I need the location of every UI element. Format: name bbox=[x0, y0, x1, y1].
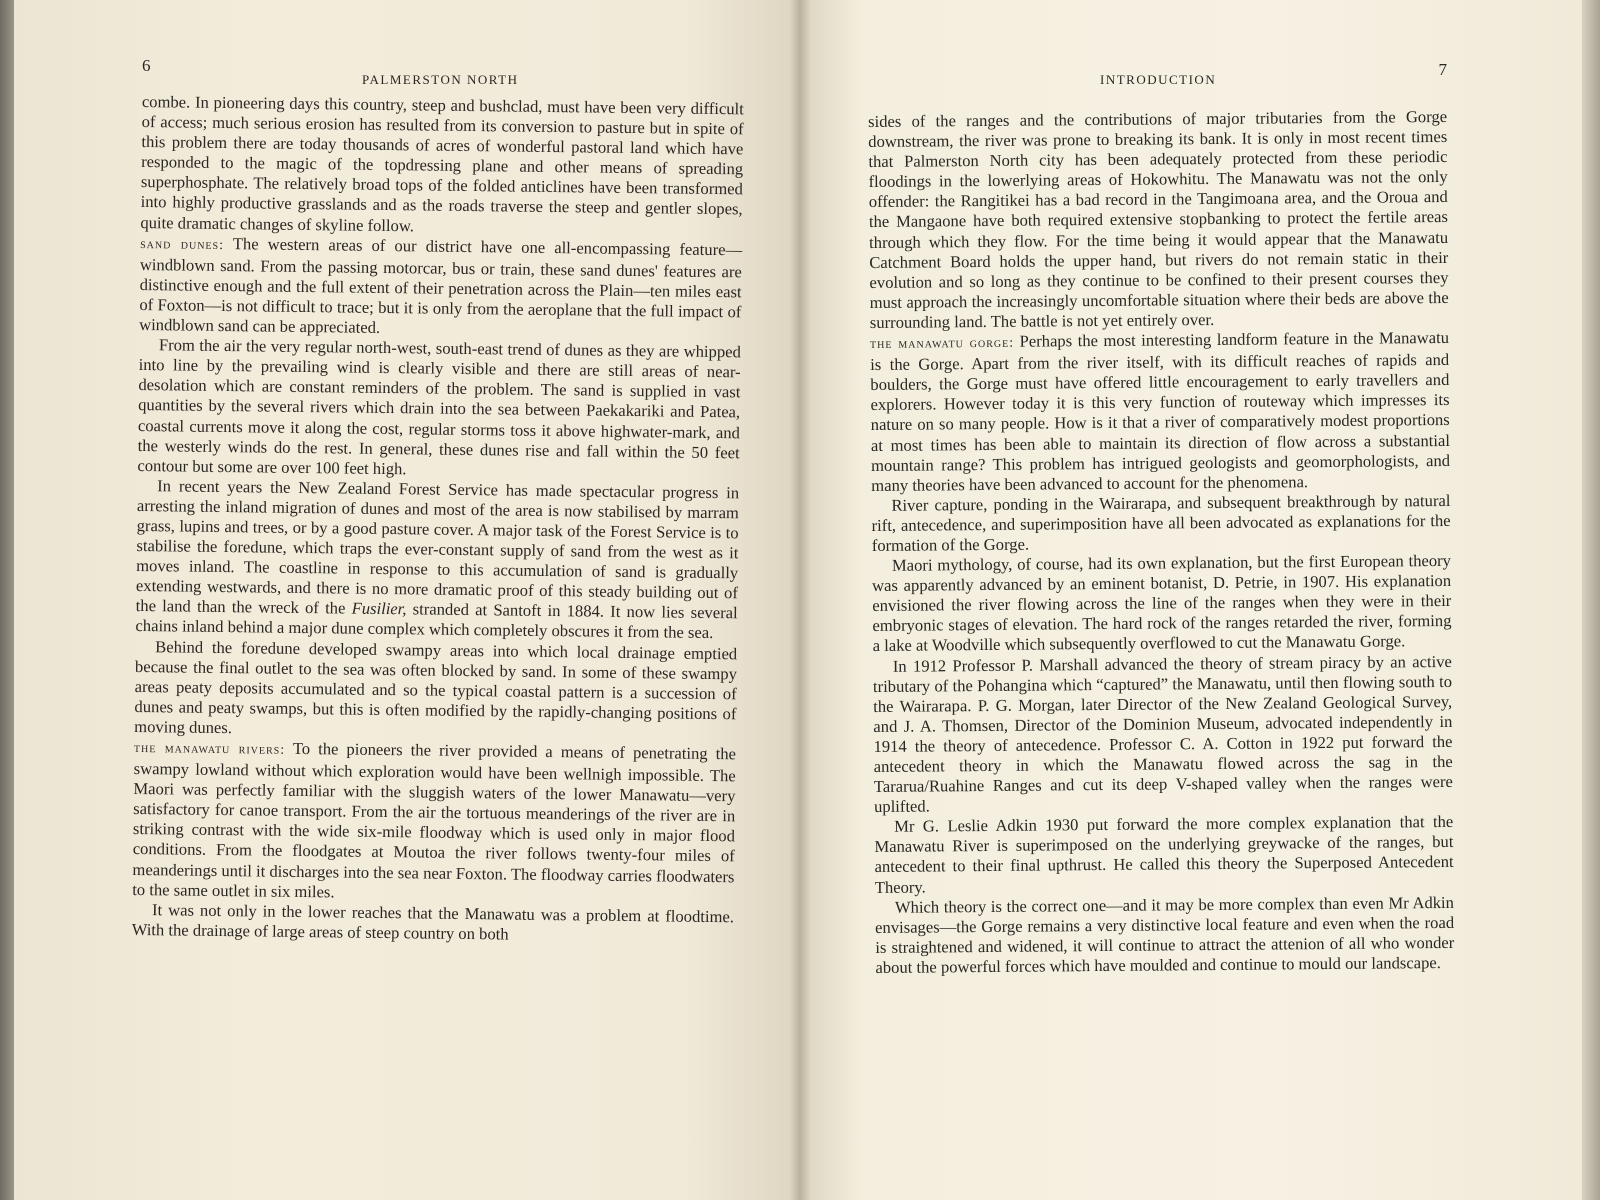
paragraph: Perhaps the most interesting landform feature in the Manawatu is the Gorge. Apart from the river itself, with its difficult reaches of rapids and boulders, the Gorge must have offered little encouragement to early travellers and explorers. However today it is this very function of routeway which impresses its nature on so many people. How is it that a river of comparatively modest proportions at most times has been able to maintain its direction of flow across a substantial mountain range? This problem has intrigued geologists and geomorphologists, and many theories have been advanced to account for the phenomena. bbox=[870, 327, 1451, 495]
paragraph: Behind the foredune developed swampy areas into which local drainage emptied because the final outlet to the sea was often blocked by sand. In some of these swampy areas peaty deposits accumulated and so the typical coastal pattern is a succession of dunes and peaty swamps, but this is often modified by the rapidly-changing positions of moving dunes. bbox=[134, 636, 738, 738]
paragraph: combe. In pioneering days this country, steep and bushclad, must have been very difficult of access; much serious erosion has resulted from its conversion to pasture but in spite of this problem there are today thousands of acres of wonderful pastoral land which have responded to the magic of the topdressing plane and other means of spreading superphosphate. The relatively broad tops of the folded anticlines have been transformed into highly productive grasslands and as the roads traverse the steep and gentler slopes, quite dramatic changes of skyline follow. bbox=[140, 92, 744, 235]
left-running-title: PALMERSTON NORTH bbox=[362, 72, 519, 87]
paragraph: In 1912 Professor P. Marshall advanced the theory of stream piracy by an active tributary of the Pohangina which “captured” the Manawatu, until then flowing south to the Wairarapa. P. G. Morgan, later Director of the New Zealand Geological Survey, and J. A. Thomsen, Director of the Dominion Museum, advocated independently in 1914 the theory of antecedence. Professor C. A. Cotton in 1922 put forward the antecedent theory in which the Manawatu flowed across the sag in the Tararua/Ruahine Ranges and cut its deep V-shaped valley when the ranges were uplifted. bbox=[872, 651, 1453, 817]
paragraph-text: stranded at Santoft in 1884. It now lies several chains inland behind a major dune complex which completely obscures it from the sea. bbox=[135, 599, 738, 643]
paragraph: The western areas of our district have one all-encompassing feature—windblown sand. From the passing motorcar, bus or train, these sand dunes' features are distinctive enough and the full extent of their penetration across the Plain—ten miles east of Foxton—is not difficult to trace; but it is only from the aeroplane that the full impact of windblown sand can be appreciated. bbox=[139, 233, 743, 337]
paragraph: sides of the ranges and the contributions of major tributaries from the Gorge downstream, the river was prone to breaking its bank. It is only in most recent times that Palmerston North city has been adequately protected from these periodic floodings in the lowerlying areas of Hokowhitu. The Manawatu was not the only offender: the Rangitikei has a bad record in the Tangimoana area, and the Oroua and the Mangaone have both required extensive stopbanking to protect the fertile areas through which they flow. For the time being it would appear that the Manawatu Catchment Board holds the upper hand, but rivers do not remain static in their evolution and so long as they continue to be confined to their present courses they must approach the increasingly uncomfortable situation where their beds are above the surrounding land. The battle is not yet entirely over. bbox=[868, 106, 1449, 332]
right-page bbox=[800, 0, 1582, 1200]
paragraph: From the air the very regular north-west, south-east trend of dunes as they are whipped into line by the prevailing wind is clearly visible and there are still areas of near-desolation which are constant reminders of the problem. The sand is supplied in vast quantities by the several rivers which drain into the sea between Paekakariki and Patea, coastal currents move it along the cost, regular storms toss it above highwater-mark, and the westerly winds do the rest. In general, these dunes rise and fall within the 50 feet contour but some are over 100 feet high. bbox=[137, 335, 741, 478]
paragraph: It was not only in the lower reaches that the Manawatu was a problem at floodtime. With the drainage of large areas of steep country on both bbox=[131, 899, 735, 944]
section-manawatu-gorge bbox=[870, 328, 1450, 496]
section-manawatu-rivers bbox=[132, 737, 736, 907]
section-heading: the manawatu rivers: bbox=[133, 740, 286, 758]
paragraph-text: In recent years the New Zealand Forest Service has made spectacular progress in arresting the inland migration of dunes and most of the area is now stabilised by marram grass, lupins and trees, or by a good pasture cover. A major task of the Forest Service is to stabilise the foredune, which traps the ever-constant supply of sand from the west as it moves inland. The coastline in response to this accumulation of sand is gradually extending westwards, and there is no more dramatic proof of this steady building out of the land than the wreck of the bbox=[135, 475, 740, 618]
book-cover-edge bbox=[0, 0, 14, 1200]
page-stack-edge bbox=[1582, 0, 1600, 1200]
paragraph: River capture, ponding in the Wairarapa, and subsequent breakthrough by natural rift, antecedence, and superimposition have all been advocated as explanations for the formation of the Gorge. bbox=[871, 490, 1451, 555]
left-page-body bbox=[132, 92, 744, 947]
section-heading: the manawatu gorge: bbox=[869, 335, 1015, 353]
paragraph: Maori mythology, of course, had its own explanation, but the first European theory was apparently advanced by an eminent botanist, D. Petrie, in 1907. His explanation envisioned the river flowing across the line of the ranges when they were in their embryonic stages of elevation. The hard rock of the ranges retarded the river, forming a lake at Woodville which subsequently overflowed to cut the Manawatu Gorge. bbox=[872, 550, 1452, 656]
left-page bbox=[14, 0, 800, 1200]
section-heading: sand dunes: bbox=[140, 236, 225, 253]
paragraph: Which theory is the correct one—and it may be more complex than even Mr Adkin envisages—the Gorge remains a very distinctive local feature and even when the road is straightened and widened, it will continue to attract the attenion of all who wonder about the powerful forces which have moulded and continue to mould our landscape. bbox=[875, 892, 1455, 977]
book-gutter bbox=[790, 0, 810, 1200]
paragraph: To the pioneers the river provided a means of penetrating the swampy lowland without which exploration would have been wellnigh impossible. The Maori was perfectly familiar with the sluggish waters of the lower Manawatu—very satisfactory for canoe transport. From the air the tortuous meanderings of the river are in striking contrast with the wide six-mile floodway which is used only in major flood conditions. From the floodgates at Moutoa the river follows twenty-four miles of meanderings until it discharges into the sea near Foxton. The floodway carries floodwaters to the same outlet in six miles. bbox=[132, 738, 737, 902]
left-running-head bbox=[142, 52, 744, 92]
right-page-number: 7 bbox=[1438, 60, 1447, 79]
right-running-head bbox=[868, 52, 1447, 92]
left-page-number: 6 bbox=[142, 56, 151, 75]
right-running-title: INTRODUCTION bbox=[1100, 72, 1217, 87]
section-sand-dunes bbox=[139, 233, 742, 343]
paragraph: Mr G. Leslie Adkin 1930 put forward the more complex explanation that the Manawatu River is superimposed on the underlying greywacke of the ranges, but antecedent to their final upthrust. He called this theory the Superposed Antecedent Theory. bbox=[874, 812, 1454, 897]
ship-name: Fusilier, bbox=[351, 598, 407, 619]
right-page-body bbox=[868, 107, 1455, 978]
paragraph bbox=[135, 476, 739, 644]
